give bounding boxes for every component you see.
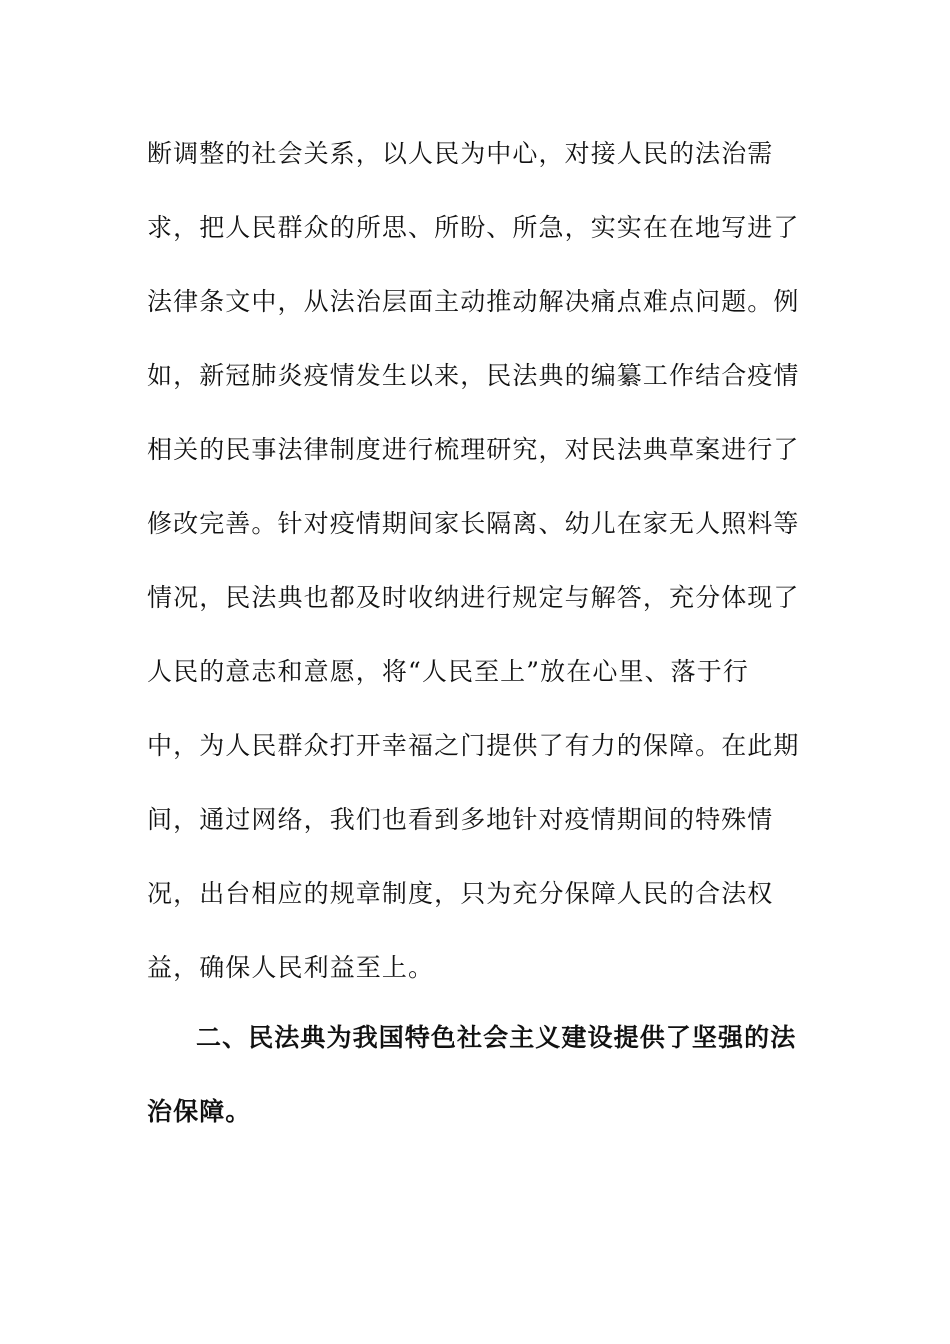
paragraph-line: 中，为人民群众打开幸福之门提供了有力的保障。在此期 xyxy=(147,731,800,760)
paragraph-line: 断调整的社会关系，以人民为中心，对接人民的法治需 xyxy=(147,139,774,168)
paragraph-line: 人民的意志和意愿，将“人民至上”放在心里、落于行 xyxy=(147,657,749,686)
paragraph-line: 况，出台相应的规章制度，只为充分保障人民的合法权 xyxy=(147,879,774,908)
paragraph-line: 修改完善。针对疫情期间家长隔离、幼儿在家无人照料等 xyxy=(147,509,800,538)
section-heading-line: 二、民法典为我国特色社会主义建设提供了坚强的法 xyxy=(196,1023,797,1052)
paragraph-line: 益，确保人民利益至上。 xyxy=(147,953,435,982)
section-heading-line: 治保障。 xyxy=(147,1097,252,1126)
paragraph-line: 相关的民事法律制度进行梳理研究，对民法典草案进行了 xyxy=(147,435,800,464)
paragraph-line: 间，通过网络，我们也看到多地针对疫情期间的特殊情 xyxy=(147,805,774,834)
paragraph-line: 求，把人民群众的所思、所盼、所急，实实在在地写进了 xyxy=(147,213,800,242)
paragraph-line: 如，新冠肺炎疫情发生以来，民法典的编纂工作结合疫情 xyxy=(147,361,800,390)
paragraph-line: 情况，民法典也都及时收纳进行规定与解答，充分体现了 xyxy=(147,583,800,612)
paragraph-line: 法律条文中，从法治层面主动推动解决痛点难点问题。例 xyxy=(147,287,800,316)
